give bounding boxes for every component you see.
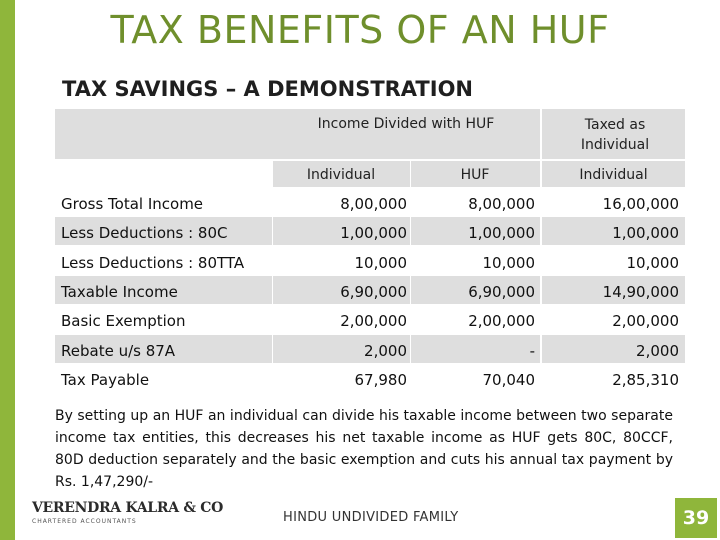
company-logo — [32, 500, 223, 536]
cell-individual: 2,00,000 — [340, 312, 407, 330]
cell-taxed: 10,000 — [626, 254, 679, 272]
subheader-individual: Individual — [306, 167, 376, 183]
slide-title: TAX BENEFITS OF AN HUF — [110, 8, 610, 52]
tax-savings-table — [55, 109, 685, 395]
accent-sidebar — [0, 0, 15, 540]
cell-huf: 8,00,000 — [468, 195, 535, 213]
cell-huf: 10,000 — [482, 254, 535, 272]
subheader-huf: HUF — [460, 167, 490, 183]
page-number: 39 — [675, 498, 717, 538]
slide-subtitle: TAX SAVINGS – A DEMONSTRATION — [62, 77, 473, 101]
cell-huf: 6,90,000 — [468, 283, 535, 301]
cell-individual: 67,980 — [354, 371, 407, 389]
cell-huf: - — [529, 342, 535, 360]
cell-huf: 2,00,000 — [468, 312, 535, 330]
row-label: Tax Payable — [61, 371, 150, 389]
logo-tagline: CHARTERED ACCOUNTANTS — [32, 518, 137, 525]
cell-taxed: 2,85,310 — [612, 371, 679, 389]
cell-individual: 10,000 — [354, 254, 407, 272]
row-label: Less Deductions : 80C — [61, 224, 228, 242]
taxed-header: Taxed as Individual — [580, 117, 650, 153]
cell-taxed: 2,000 — [636, 342, 679, 360]
row-label: Basic Exemption — [61, 312, 186, 330]
cell-taxed: 16,00,000 — [602, 195, 679, 213]
row-label: Less Deductions : 80TTA — [61, 254, 245, 272]
cell-individual: 6,90,000 — [340, 283, 407, 301]
cell-taxed: 1,00,000 — [612, 224, 679, 242]
row-label: Rebate u/s 87A — [61, 342, 176, 360]
cell-individual: 1,00,000 — [340, 224, 407, 242]
cell-individual: 2,000 — [364, 342, 407, 360]
group-header: Income Divided with HUF — [317, 116, 495, 132]
cell-huf: 70,040 — [482, 371, 535, 389]
row-label: Gross Total Income — [61, 195, 204, 213]
logo-name: VERENDRA KALRA & CO — [32, 500, 223, 516]
cell-huf: 1,00,000 — [468, 224, 535, 242]
cell-taxed: 14,90,000 — [602, 283, 679, 301]
cell-individual: 8,00,000 — [340, 195, 407, 213]
row-label: Taxable Income — [61, 283, 178, 301]
explanation-paragraph: By setting up an HUF an individual can divide his taxable income between two separate income tax entities, this decreases his net taxable income as HUF gets 80C, 80CCF, 80D deduction separately and the basic exemption and cuts his annual tax payment by Rs. 1,47,290/- — [55, 408, 673, 490]
footer-text: HINDU UNDIVIDED FAMILY — [283, 510, 459, 525]
subheader-taxed-individual: Individual — [579, 167, 648, 183]
cell-taxed: 2,00,000 — [612, 312, 679, 330]
